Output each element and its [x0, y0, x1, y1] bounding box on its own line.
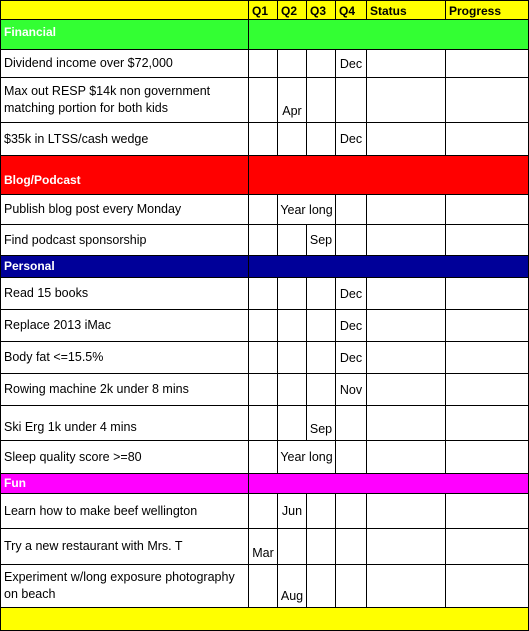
q2-cell[interactable] — [278, 278, 307, 310]
header-q3[interactable]: Q3 — [307, 0, 336, 20]
goal-row — [0, 406, 529, 441]
goal-row — [0, 342, 529, 374]
q4-cell[interactable]: Dec — [336, 310, 367, 342]
q1-cell[interactable] — [249, 374, 278, 406]
status-cell[interactable] — [367, 278, 446, 310]
status-cell[interactable] — [367, 406, 446, 441]
q4-cell[interactable]: Dec — [336, 278, 367, 310]
progress-cell[interactable] — [446, 123, 529, 156]
progress-cell[interactable] — [446, 441, 529, 474]
q1-cell[interactable] — [249, 278, 278, 310]
q1-cell[interactable] — [249, 441, 278, 474]
progress-cell[interactable] — [446, 565, 529, 608]
q3-cell[interactable] — [307, 342, 336, 374]
q4-cell[interactable] — [336, 494, 367, 529]
goal-cell[interactable]: Replace 2013 iMac — [0, 310, 249, 342]
q2-cell[interactable]: Aug — [278, 565, 307, 608]
header-q1[interactable]: Q1 — [249, 0, 278, 20]
q1-cell[interactable] — [249, 50, 278, 78]
progress-cell[interactable] — [446, 50, 529, 78]
section-fill[interactable] — [249, 156, 529, 195]
header-progress[interactable]: Progress — [446, 0, 529, 20]
q1-cell[interactable] — [249, 78, 278, 123]
goal-cell[interactable]: Sleep quality score >=80 — [0, 441, 249, 474]
q3-cell[interactable]: Sep — [307, 225, 336, 256]
progress-cell[interactable] — [446, 225, 529, 256]
progress-cell[interactable] — [446, 342, 529, 374]
status-cell[interactable] — [367, 441, 446, 474]
status-cell[interactable] — [367, 529, 446, 565]
section-fill[interactable] — [249, 474, 529, 494]
status-cell[interactable] — [367, 123, 446, 156]
section-financial — [0, 20, 529, 50]
goal-row — [0, 225, 529, 256]
q3-cell[interactable] — [307, 310, 336, 342]
goal-cell[interactable]: Rowing machine 2k under 8 mins — [0, 374, 249, 406]
q2-cell[interactable] — [278, 374, 307, 406]
header-q4[interactable]: Q4 — [336, 0, 367, 20]
progress-cell[interactable] — [446, 494, 529, 529]
goal-cell[interactable]: Dividend income over $72,000 — [0, 50, 249, 78]
goal-cell[interactable]: Ski Erg 1k under 4 mins — [0, 406, 249, 441]
q1-cell[interactable] — [249, 565, 278, 608]
status-cell[interactable] — [367, 310, 446, 342]
q4-cell[interactable] — [336, 565, 367, 608]
status-cell[interactable] — [367, 50, 446, 78]
section-fill[interactable] — [249, 20, 529, 50]
goal-row — [0, 50, 529, 78]
q4-cell[interactable] — [336, 225, 367, 256]
goal-cell[interactable]: $35k in LTSS/cash wedge — [0, 123, 249, 156]
status-cell[interactable] — [367, 78, 446, 123]
q4-cell[interactable] — [336, 406, 367, 441]
status-cell[interactable] — [367, 195, 446, 225]
goal-row — [0, 195, 529, 225]
section-title-financial[interactable]: Financial — [0, 20, 249, 50]
goal-cell[interactable]: Try a new restaurant with Mrs. T — [0, 529, 249, 565]
q2-cell[interactable] — [278, 123, 307, 156]
q4-cell[interactable] — [336, 529, 367, 565]
q3-cell[interactable] — [307, 78, 336, 123]
section-title-personal[interactable]: Personal — [0, 256, 249, 278]
progress-cell[interactable] — [446, 78, 529, 123]
goal-row — [0, 374, 529, 406]
q2-cell[interactable] — [278, 342, 307, 374]
q3-cell[interactable] — [307, 123, 336, 156]
footer-bar[interactable] — [0, 608, 529, 631]
goal-row — [0, 565, 529, 608]
progress-cell[interactable] — [446, 310, 529, 342]
q3-cell[interactable] — [307, 50, 336, 78]
q2-cell[interactable] — [278, 310, 307, 342]
progress-cell[interactable] — [446, 374, 529, 406]
goal-row — [0, 494, 529, 529]
progress-cell[interactable] — [446, 195, 529, 225]
progress-cell[interactable] — [446, 529, 529, 565]
q1-cell[interactable] — [249, 195, 278, 225]
q4-cell[interactable]: Dec — [336, 342, 367, 374]
q1-cell[interactable]: Mar — [249, 529, 278, 565]
q2-cell[interactable] — [278, 225, 307, 256]
q4-cell[interactable] — [336, 441, 367, 474]
q1-cell[interactable] — [249, 123, 278, 156]
goal-cell[interactable]: Body fat <=15.5% — [0, 342, 249, 374]
goal-cell[interactable]: Find podcast sponsorship — [0, 225, 249, 256]
header-status[interactable]: Status — [367, 0, 446, 20]
q4-cell[interactable] — [336, 78, 367, 123]
q3-cell[interactable] — [307, 529, 336, 565]
q1-cell[interactable] — [249, 342, 278, 374]
q1-cell[interactable] — [249, 494, 278, 529]
footer-row — [0, 608, 529, 631]
section-title-fun[interactable]: Fun — [0, 474, 249, 494]
status-cell[interactable] — [367, 494, 446, 529]
q3-cell[interactable] — [307, 278, 336, 310]
progress-cell[interactable] — [446, 406, 529, 441]
goal-cell[interactable]: Publish blog post every Monday — [0, 195, 249, 225]
q3-cell[interactable] — [307, 494, 336, 529]
section-fun — [0, 474, 529, 494]
goal-row — [0, 310, 529, 342]
q1-cell[interactable] — [249, 225, 278, 256]
section-title-blog-podcast[interactable]: Blog/Podcast — [0, 156, 249, 195]
q4-cell[interactable] — [336, 195, 367, 225]
q3-cell[interactable]: Sep — [307, 406, 336, 441]
q1-cell[interactable] — [249, 310, 278, 342]
goal-cell[interactable]: Read 15 books — [0, 278, 249, 310]
header-q2[interactable]: Q2 — [278, 0, 307, 20]
header-row — [0, 0, 529, 20]
status-cell[interactable] — [367, 342, 446, 374]
status-cell[interactable] — [367, 565, 446, 608]
progress-cell[interactable] — [446, 278, 529, 310]
goal-row — [0, 441, 529, 474]
goal-row — [0, 278, 529, 310]
goal-cell[interactable]: Max out RESP $14k non government matching portion for both kids — [0, 78, 249, 123]
q4-cell[interactable]: Nov — [336, 374, 367, 406]
q3-cell[interactable] — [307, 565, 336, 608]
q2-cell[interactable] — [278, 50, 307, 78]
section-fill[interactable] — [249, 256, 529, 278]
q2-cell[interactable] — [278, 406, 307, 441]
q2-cell[interactable] — [278, 529, 307, 565]
q2-cell[interactable]: Jun — [278, 494, 307, 529]
status-cell[interactable] — [367, 225, 446, 256]
goal-row — [0, 529, 529, 565]
year-long-span-cell[interactable]: Year long — [278, 195, 336, 225]
q1-cell[interactable] — [249, 406, 278, 441]
q2-cell[interactable]: Apr — [278, 78, 307, 123]
goal-row — [0, 78, 529, 123]
section-blog-podcast — [0, 156, 529, 195]
year-long-span-cell[interactable]: Year long — [278, 441, 336, 474]
goal-row — [0, 123, 529, 156]
goal-cell[interactable]: Experiment w/long exposure photography on beach — [0, 565, 249, 608]
goal-cell[interactable]: Learn how to make beef wellington — [0, 494, 249, 529]
status-cell[interactable] — [367, 374, 446, 406]
q3-cell[interactable] — [307, 374, 336, 406]
section-personal — [0, 256, 529, 278]
q4-cell[interactable]: Dec — [336, 50, 367, 78]
header-goal-cell[interactable] — [0, 0, 249, 20]
q4-cell[interactable]: Dec — [336, 123, 367, 156]
